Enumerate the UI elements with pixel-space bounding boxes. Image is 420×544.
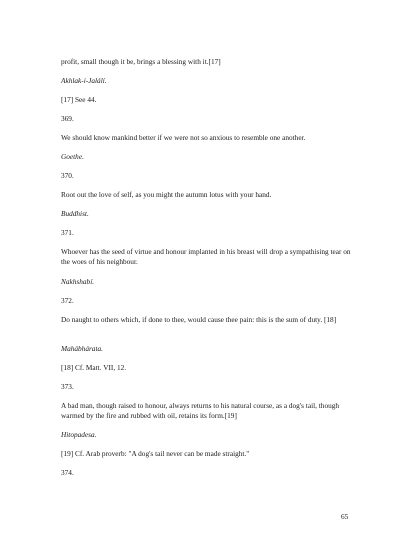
text-line: We should know mankind better if we were not so anxious to resemble one another. [61,133,306,142]
entry-number: 370. [61,171,74,180]
attribution: Hitopadesa. [61,430,97,439]
attribution: Akhlak-i-Jalálí. [61,76,107,85]
footnote: [17] See 44. [61,95,97,104]
text-line: Whoever has the seed of virtue and honour implanted in his breast will drop a sympathising tear on the woes of his neighbour. [61,247,351,267]
entry-number: 372. [61,296,74,305]
page-number: 65 [341,512,349,521]
attribution: Mahábhárata. [61,344,103,353]
entry-number: 374. [61,468,74,477]
entry-number: 373. [61,382,74,391]
footnote: [19] Cf. Arab proverb: "A dog's tail never can be made straight." [61,449,250,458]
entry-number: 371. [61,228,74,237]
text-line: profit, small though it be, brings a blessing with it.[17] [61,57,221,66]
footnote: [18] Cf. Matt. VII, 12. [61,363,127,372]
attribution: Goethe. [61,152,84,161]
text-line: A bad man, though raised to honour, always returns to his natural course, as a dog's tail, though warmed by the fire and rubbed with oil, retains its form.[19] [61,401,340,421]
attribution: Nakhshabí. [61,277,95,286]
text-line: Do naught to others which, if done to thee, would cause thee pain: this is the sum of duty. [18] [61,315,337,324]
text-line: Root out the love of self, as you might the autumn lotus with your hand. [61,190,272,199]
attribution: Buddhist. [61,209,89,218]
entry-number: 369. [61,114,74,123]
